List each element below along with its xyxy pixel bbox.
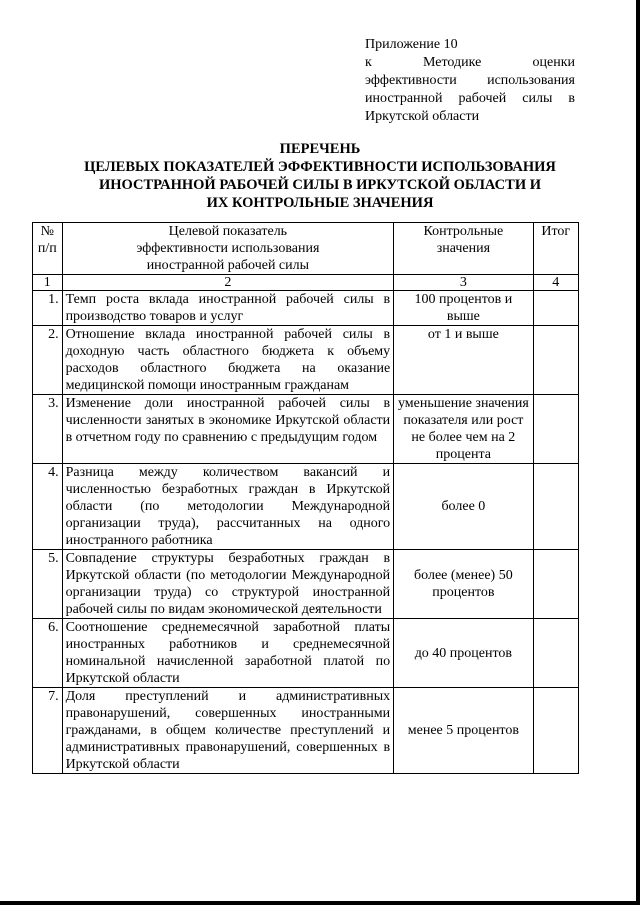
indicator-cell: Изменение доли иностранной рабочей силы в численности занятых в экономике Иркутской области в отчетном году по сравнению с предыдущим годом (62, 395, 394, 464)
document-title (40, 140, 600, 212)
total-cell (533, 619, 578, 688)
total-cell (533, 688, 578, 774)
row-number: 6. (33, 619, 63, 688)
table-row (33, 291, 579, 326)
row-number: 3. (33, 395, 63, 464)
row-number: 4. (33, 464, 63, 550)
table-header-row (33, 223, 579, 275)
header-text: Итог (541, 224, 571, 239)
total-cell (533, 550, 578, 619)
appendix-line: Приложение 10 (365, 37, 458, 52)
appendix-line: Иркутской области (365, 109, 480, 124)
appendix-line: иностранной рабочей силы в (365, 91, 575, 106)
table-row (33, 550, 579, 619)
row-number: 5. (33, 550, 63, 619)
total-cell (533, 326, 578, 395)
indicator-cell: Соотношение среднемесячной заработной платы иностранных работников и среднемесячной номинальной начисленной заработной платой по Иркутской области (62, 619, 394, 688)
header-total (533, 223, 578, 275)
header-text: Контрольные (423, 224, 504, 239)
scan-border-bottom (0, 901, 640, 905)
title-line: ПЕРЕЧЕНЬ (279, 141, 361, 157)
column-number: 4 (533, 275, 578, 291)
header-indicator (62, 223, 394, 275)
row-number: 2. (33, 326, 63, 395)
header-text: иностранной рабочей силы (146, 258, 310, 273)
table-row (33, 464, 579, 550)
column-number: 2 (62, 275, 394, 291)
title-line: ЦЕЛЕВЫХ ПОКАЗАТЕЛЕЙ ЭФФЕКТИВНОСТИ ИСПОЛЬЗОВАНИЯ (84, 159, 556, 175)
header-text: эффективности использования (136, 241, 320, 256)
control-value-cell: до 40 процентов (394, 619, 533, 688)
column-number: 3 (394, 275, 533, 291)
column-number-row (33, 275, 579, 291)
header-text: значения (436, 241, 491, 256)
header-text: п/п (37, 241, 57, 256)
indicators-table (32, 222, 579, 774)
title-line: ИХ КОНТРОЛЬНЫЕ ЗНАЧЕНИЯ (206, 195, 434, 211)
header-control-values (394, 223, 533, 275)
indicator-cell: Совпадение структуры безработных граждан в Иркутской области (по методологии Международной организации труда) со структурой иностранной рабочей силы по видам экономической деятельности (62, 550, 394, 619)
control-value-cell: менее 5 процентов (394, 688, 533, 774)
control-value-cell: уменьшение значения показателя или рост не более чем на 2 процента (394, 395, 533, 464)
control-value-cell: от 1 и выше (394, 326, 533, 395)
control-value-cell: 100 процентов и выше (394, 291, 533, 326)
header-text: Целевой показатель (168, 224, 288, 239)
control-value-cell: более (менее) 50 процентов (394, 550, 533, 619)
row-number: 1. (33, 291, 63, 326)
appendix-note (365, 36, 575, 126)
table-row (33, 326, 579, 395)
column-number: 1 (33, 275, 63, 291)
indicator-cell: Доля преступлений и административных правонарушений, совершенных иностранными гражданами, в общем количестве преступлений и административных правонарушений, совершенных в Иркутской области (62, 688, 394, 774)
indicator-cell: Темп роста вклада иностранной рабочей силы в производство товаров и услуг (62, 291, 394, 326)
total-cell (533, 291, 578, 326)
total-cell (533, 395, 578, 464)
appendix-line: к Методике оценки (365, 55, 575, 70)
indicator-cell: Разница между количеством вакансий и численностью безработных граждан в Иркутской области (по методологии Международной организации труда), рассчитанных на одного иностранного работника (62, 464, 394, 550)
total-cell (533, 464, 578, 550)
table-row (33, 688, 579, 774)
header-text: № (40, 224, 54, 239)
control-value-cell: более 0 (394, 464, 533, 550)
table-row (33, 395, 579, 464)
scan-border-right (636, 0, 640, 905)
indicator-cell: Отношение вклада иностранной рабочей силы в доходную часть областного бюджета к объему расходов областного бюджета на оказание медицинской помощи иностранным гражданам (62, 326, 394, 395)
appendix-line: эффективности использования (365, 73, 575, 88)
table-row (33, 619, 579, 688)
title-line: ИНОСТРАННОЙ РАБОЧЕЙ СИЛЫ В ИРКУТСКОЙ ОБЛАСТИ И (98, 177, 542, 193)
header-number (33, 223, 63, 275)
row-number: 7. (33, 688, 63, 774)
